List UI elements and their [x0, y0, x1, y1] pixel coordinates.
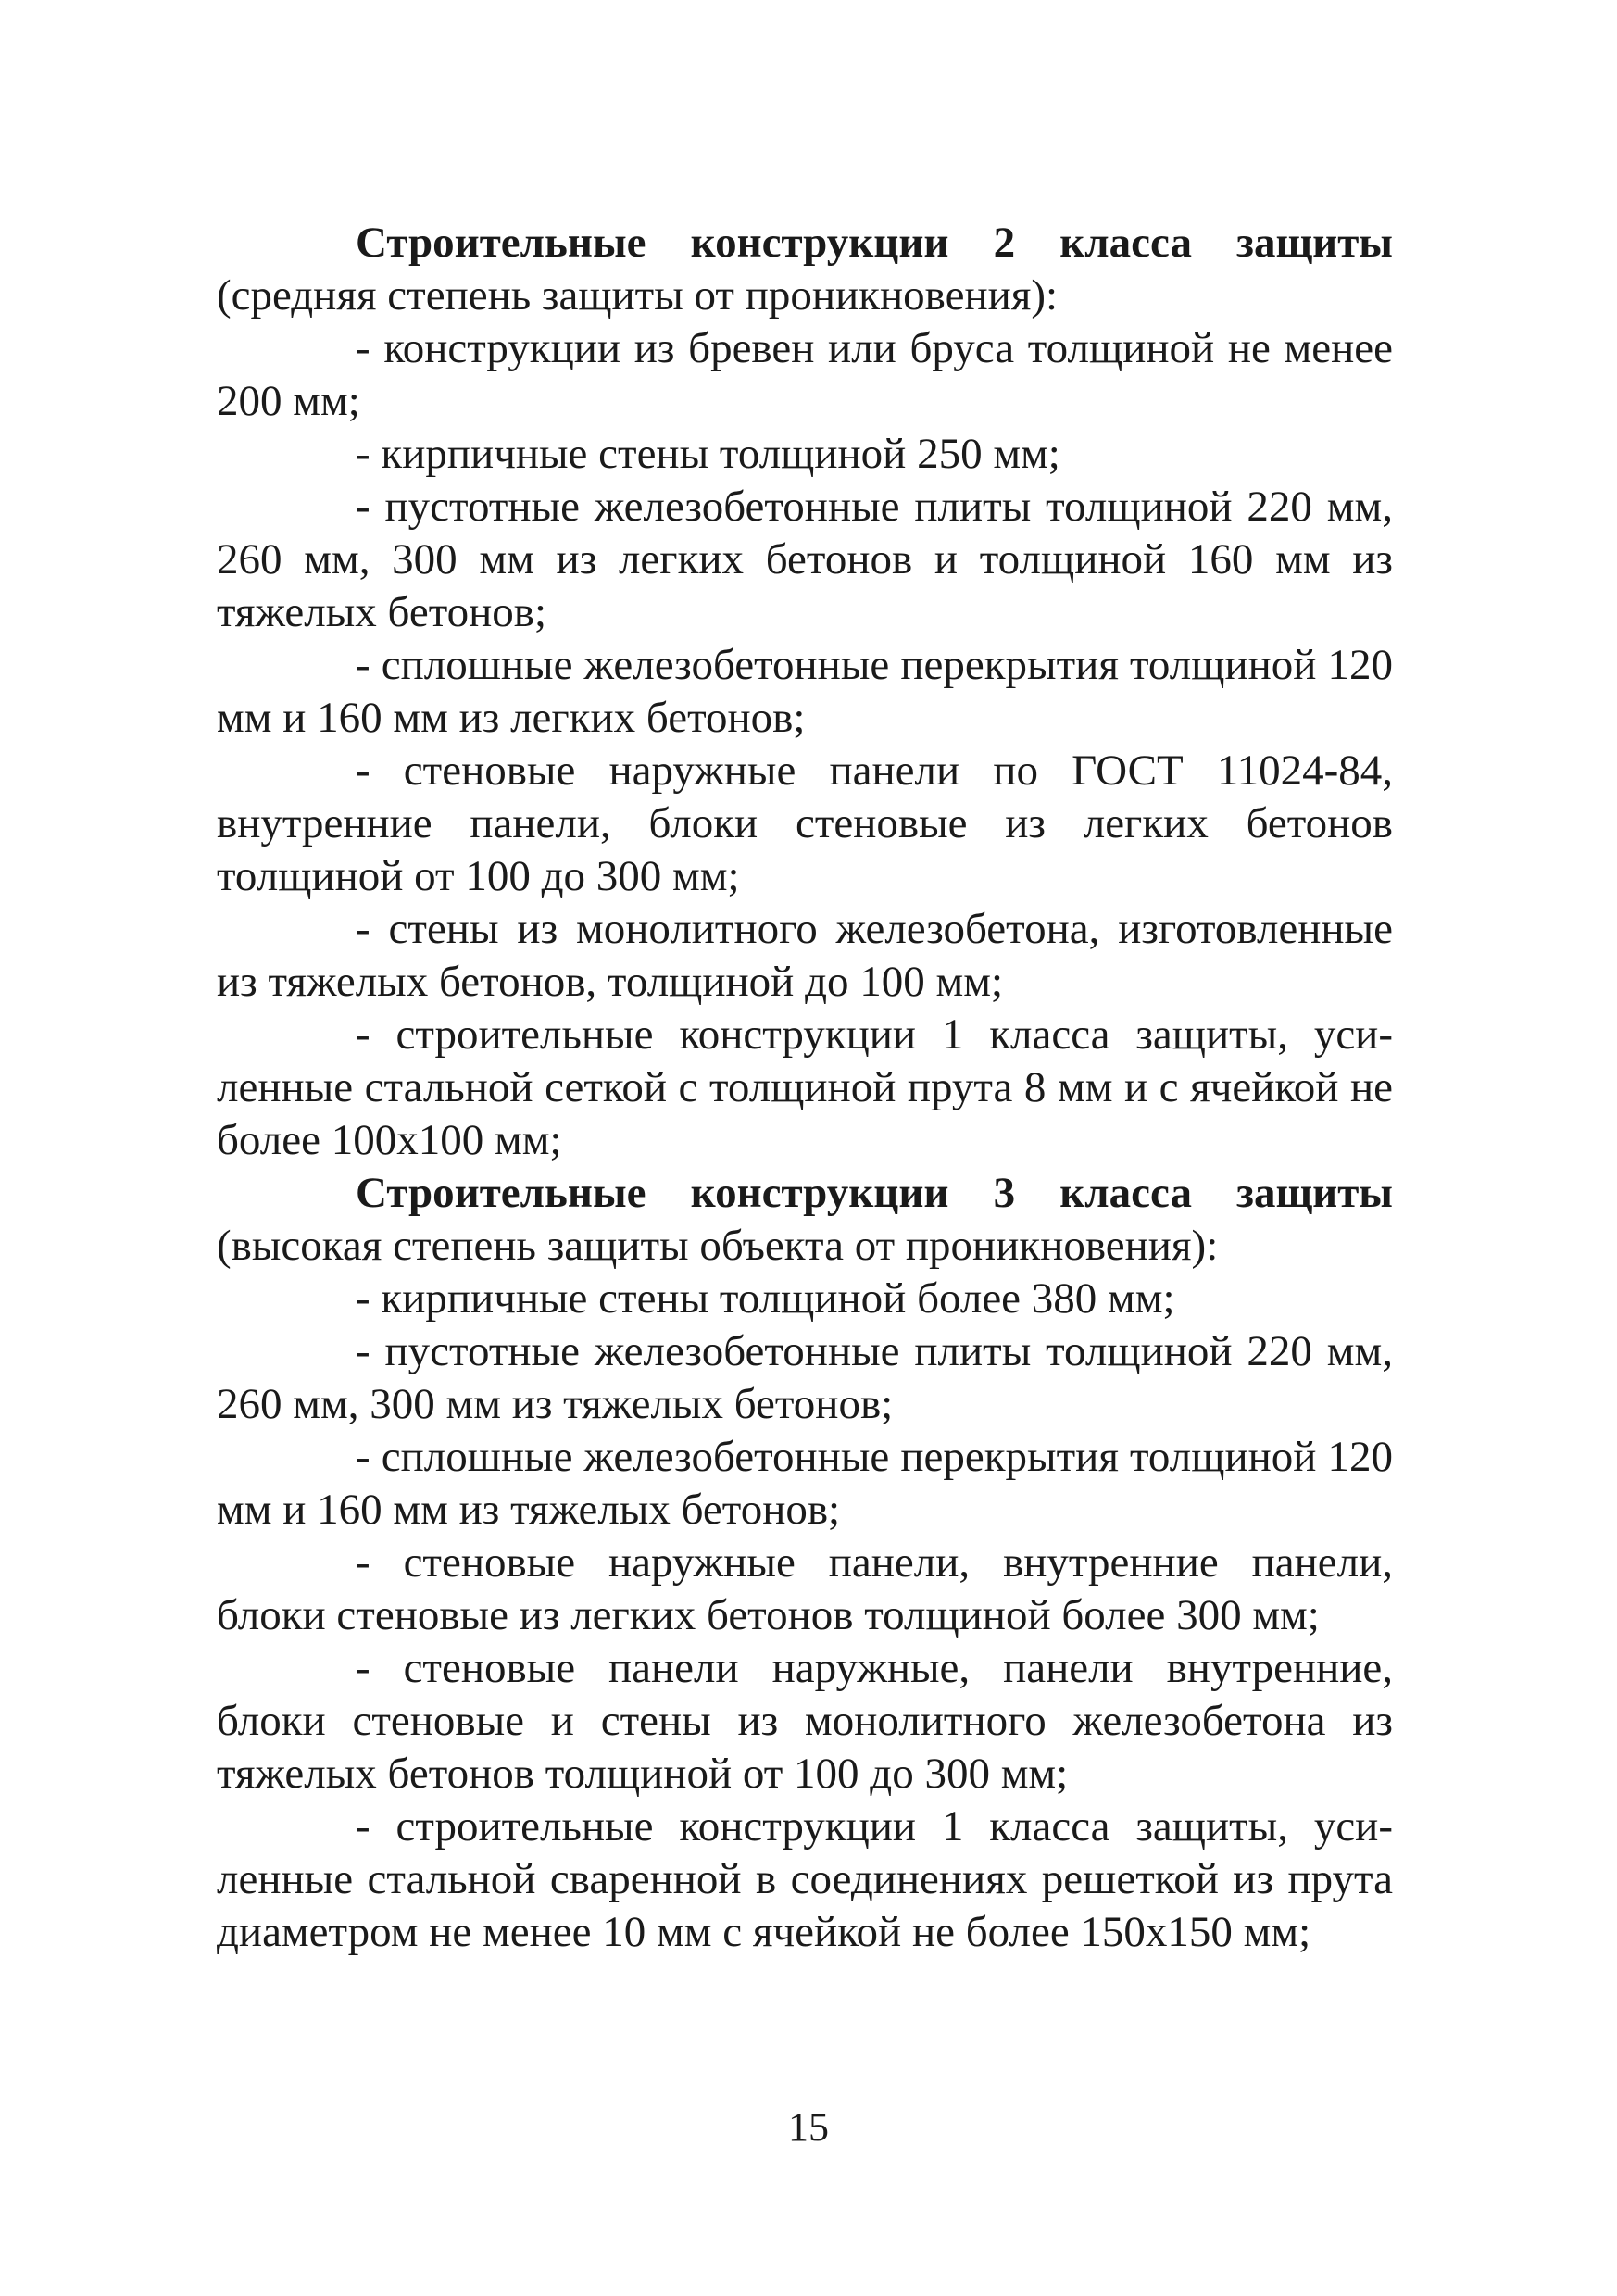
- list-item: - стены из монолитного железобетона, изготовленные из тяжелых бетонов, толщиной до 100 мм;: [217, 905, 1393, 1006]
- section-heading-class-3: [217, 1167, 1393, 1273]
- section-heading-subtitle: (высокая степень защиты объекта от проникновения):: [217, 1222, 1219, 1270]
- list-item: - стеновые наружные панели по ГОСТ 11024-84, внутренние панели, блоки стеновые из легких бетонов толщиной от 100 до 300 мм;: [217, 747, 1393, 900]
- list-item: - кирпичные стены толщиной 250 мм;: [356, 430, 1060, 478]
- list-item: - строительные конструкции 1 класса защиты, усиленные стальной сеткой с толщиной прута 8 мм и с ячейкой не более 100х100 мм;: [217, 1010, 1393, 1164]
- section-heading-subtitle: (средняя степень защиты от проникновения):: [217, 271, 1059, 320]
- list-item: - сплошные железобетонные перекрытия толщиной 120 мм и 160 мм из легких бетонов;: [217, 641, 1393, 742]
- page-number: 15: [788, 2104, 829, 2150]
- section-heading-title: Строительные конструкции 2 класса защиты: [356, 219, 1393, 267]
- list-item: - пустотные железобетонные плиты толщиной 220 мм, 260 мм, 300 мм из легких бетонов и толщиной 160 мм из тяжелых бетонов;: [217, 483, 1393, 636]
- section-heading-title: Строительные конструкции 3 класса защиты: [356, 1169, 1393, 1217]
- list-item: - строительные конструкции 1 класса защиты, усиленные стальной сваренной в соединениях решеткой из прута диаметром не менее 10 мм с ячейкой не более 150х150 мм;: [217, 1802, 1393, 1956]
- list-item: - кирпичные стены толщиной более 380 мм;: [356, 1274, 1175, 1323]
- list-item: - конструкции из бревен или бруса толщиной не менее 200 мм;: [217, 324, 1393, 425]
- list-item: - сплошные железобетонные перекрытия толщиной 120 мм и 160 мм из тяжелых бетонов;: [217, 1433, 1393, 1534]
- list-item: - стеновые панели наружные, панели внутренние, блоки стеновые и стены из монолитного железобетона из тяжелых бетонов толщиной от 100 до 300 мм;: [217, 1644, 1393, 1798]
- document-body: [217, 217, 1393, 1959]
- list-item: - стеновые наружные панели, внутренние панели, блоки стеновые из легких бетонов толщиной более 300 мм;: [217, 1538, 1393, 1639]
- section-heading-class-2: [217, 217, 1393, 322]
- list-item: - пустотные железобетонные плиты толщиной 220 мм, 260 мм, 300 мм из тяжелых бетонов;: [217, 1327, 1393, 1428]
